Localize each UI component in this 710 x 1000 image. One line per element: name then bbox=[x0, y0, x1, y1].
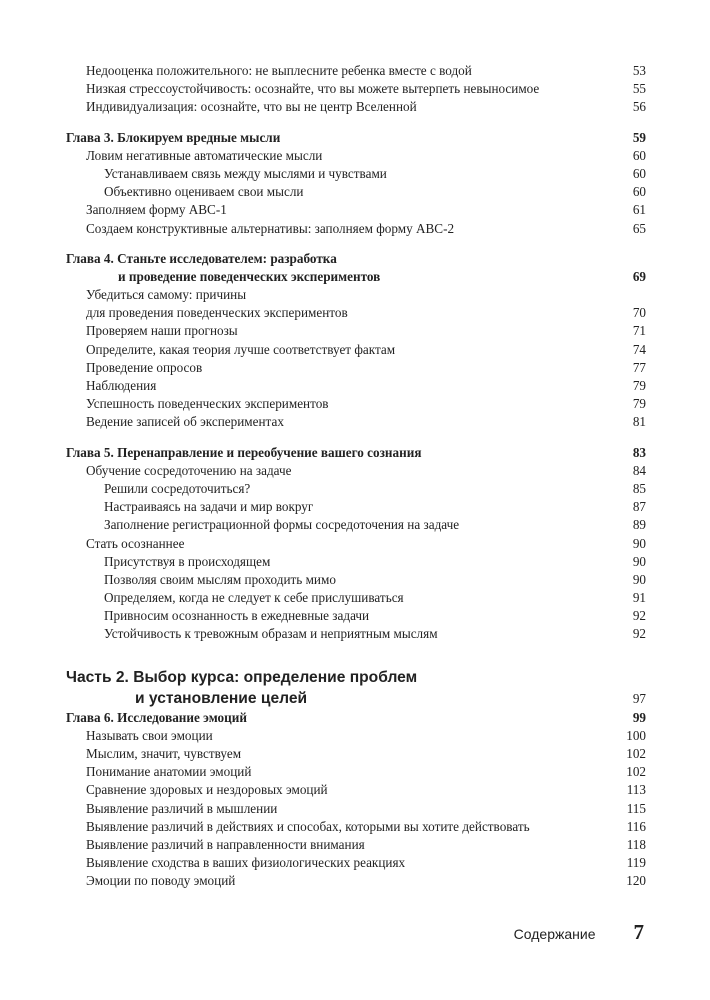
toc-entry[interactable] bbox=[66, 201, 646, 219]
toc-entry[interactable] bbox=[66, 322, 646, 340]
toc-chapter-5[interactable] bbox=[66, 444, 646, 462]
toc-entry-title: для проведения поведенческих экспериментов bbox=[86, 305, 348, 321]
toc-entry-title: Создаем конструктивные альтернативы: заполняем форму АВС-2 bbox=[86, 220, 455, 236]
toc-entry-page: 89 bbox=[632, 517, 646, 533]
toc-entry[interactable] bbox=[66, 727, 646, 745]
toc-entry-title: Наблюдения bbox=[86, 378, 157, 393]
toc-entry-title: Выявление различий в мышлении bbox=[86, 800, 278, 816]
spacer bbox=[66, 432, 646, 444]
toc-entry-page: 118 bbox=[626, 836, 646, 852]
toc-entry[interactable] bbox=[66, 359, 646, 377]
toc-entry-page: 92 bbox=[632, 626, 646, 642]
toc-chapter-title: Глава 4. Станьте исследователем: разработка bbox=[66, 250, 337, 266]
toc-entry-title: Эмоции по поводу эмоций bbox=[86, 873, 236, 889]
toc-subentry[interactable] bbox=[66, 553, 646, 571]
toc-entry-title: Успешность поведенческих экспериментов bbox=[86, 396, 329, 412]
toc-entry-page: 120 bbox=[626, 873, 646, 889]
toc-entry-page: 87 bbox=[632, 499, 646, 515]
toc-part-title: и установление целей bbox=[135, 689, 308, 707]
toc-entry-page: 77 bbox=[632, 359, 646, 375]
toc-entry-title: Ведение записей об экспериментах bbox=[86, 414, 284, 430]
toc-entry-title: Мыслим, значит, чувствуем bbox=[86, 746, 242, 761]
toc-entry-title: Называть свои эмоции bbox=[86, 727, 213, 743]
toc-entry-page: 65 bbox=[632, 220, 646, 236]
toc-entry-title: Стать осознаннее bbox=[86, 535, 185, 551]
toc-entry-title: Проведение опросов bbox=[86, 359, 203, 375]
toc-entry-title: Обучение сосредоточению на задаче bbox=[86, 462, 292, 478]
toc-entry-page: 60 bbox=[632, 184, 646, 200]
toc-entry[interactable] bbox=[66, 286, 646, 304]
toc-entry-page: 56 bbox=[632, 99, 646, 115]
toc-entry-page: 79 bbox=[632, 378, 646, 393]
toc-part-title: Часть 2. Выбор курса: определение проблем bbox=[66, 668, 418, 686]
spacer bbox=[66, 117, 646, 129]
toc-subentry[interactable] bbox=[66, 625, 646, 643]
toc-entry[interactable] bbox=[66, 98, 646, 116]
toc-entry-page: 84 bbox=[632, 462, 646, 478]
toc-entry[interactable] bbox=[66, 745, 646, 763]
toc-entry-title: Проверяем наши прогнозы bbox=[86, 323, 238, 339]
toc-entry-page: 83 bbox=[632, 444, 646, 460]
toc-entry-page: 71 bbox=[632, 323, 646, 339]
toc-subentry[interactable] bbox=[66, 165, 646, 183]
toc-entry-page: 91 bbox=[632, 590, 646, 606]
toc-entry-page: 115 bbox=[626, 800, 646, 816]
toc-entry-title: Присутствуя в происходящем bbox=[104, 553, 271, 569]
toc-entry-page: 59 bbox=[632, 129, 646, 145]
toc-entry-page: 97 bbox=[632, 690, 646, 706]
toc-entry-title: Решили сосредоточиться? bbox=[104, 480, 251, 496]
toc-entry-title: Объективно оцениваем свои мысли bbox=[104, 184, 304, 200]
toc-entry-page: 102 bbox=[626, 746, 646, 761]
table-of-contents bbox=[66, 62, 646, 891]
toc-chapter-title: Глава 3. Блокируем вредные мысли bbox=[66, 129, 281, 145]
toc-entry-page: 90 bbox=[632, 535, 646, 551]
toc-entry[interactable] bbox=[66, 147, 646, 165]
toc-entry-title: Устанавливаем связь между мыслями и чувствами bbox=[104, 165, 387, 181]
toc-entry[interactable] bbox=[66, 535, 646, 553]
toc-entry[interactable] bbox=[66, 395, 646, 413]
toc-entry-page: 99 bbox=[632, 709, 646, 725]
toc-entry-page: 92 bbox=[632, 608, 646, 624]
toc-entry-title: Недооценка положительного: не выплесните ребенка вместе с водой bbox=[86, 63, 472, 78]
toc-entry-page: 90 bbox=[632, 553, 646, 569]
toc-entry[interactable] bbox=[66, 80, 646, 98]
toc-entry-page: 90 bbox=[632, 571, 646, 587]
toc-entry[interactable] bbox=[66, 836, 646, 854]
toc-entry-page: 53 bbox=[632, 63, 646, 78]
spacer bbox=[66, 644, 646, 667]
toc-entry-page: 69 bbox=[632, 268, 646, 284]
toc-chapter-title: Глава 6. Исследование эмоций bbox=[66, 709, 247, 725]
toc-entry-page: 116 bbox=[626, 818, 646, 834]
toc-entry-title: Низкая стрессоустойчивость: осознайте, что вы можете вытерпеть невыносимое bbox=[86, 81, 540, 97]
toc-entry[interactable] bbox=[66, 781, 646, 799]
toc-entry-page: 55 bbox=[632, 81, 646, 97]
toc-entry[interactable] bbox=[66, 220, 646, 238]
toc-entry-page: 119 bbox=[626, 855, 646, 871]
toc-entry-page: 100 bbox=[626, 727, 646, 743]
toc-entry-page: 85 bbox=[632, 480, 646, 496]
toc-entry-title: Выявление сходства в ваших физиологических реакциях bbox=[86, 855, 406, 871]
toc-subentry[interactable] bbox=[66, 607, 646, 625]
toc-entry-page: 61 bbox=[632, 202, 646, 218]
toc-entry-title: Заполняем форму АВС-1 bbox=[86, 202, 227, 218]
toc-entry-title: Сравнение здоровых и нездоровых эмоций bbox=[86, 782, 328, 798]
toc-entry-title: Убедиться самому: причины bbox=[86, 287, 247, 303]
toc-entry[interactable] bbox=[66, 462, 646, 480]
toc-chapter-title: Глава 5. Перенаправление и переобучение вашего сознания bbox=[66, 444, 422, 460]
toc-entry-page: 60 bbox=[632, 165, 646, 181]
toc-entry-title: Выявление различий в направленности внимания bbox=[86, 836, 365, 852]
toc-entry[interactable] bbox=[66, 304, 646, 322]
page-number: 7 bbox=[633, 920, 644, 944]
spacer bbox=[66, 238, 646, 250]
toc-part-2[interactable] bbox=[66, 667, 646, 688]
toc-entry-title: Заполнение регистрационной формы сосредоточения на задаче bbox=[104, 517, 460, 533]
toc-chapter-6[interactable] bbox=[66, 709, 646, 727]
toc-entry[interactable] bbox=[66, 62, 646, 80]
toc-entry-title: Определите, какая теория лучше соответствует фактам bbox=[86, 341, 396, 357]
toc-entry[interactable] bbox=[66, 763, 646, 781]
toc-entry-title: Понимание анатомии эмоций bbox=[86, 764, 252, 780]
toc-subentry[interactable] bbox=[66, 498, 646, 516]
toc-subentry[interactable] bbox=[66, 183, 646, 201]
toc-entry-title: Индивидуализация: осознайте, что вы не центр Вселенной bbox=[86, 99, 417, 115]
toc-entry-page: 102 bbox=[626, 764, 646, 780]
toc-entry-page: 74 bbox=[632, 341, 646, 357]
toc-entry-page: 81 bbox=[632, 414, 646, 430]
toc-entry-title: Привносим осознанность в ежедневные задачи bbox=[104, 608, 370, 624]
toc-subentry[interactable] bbox=[66, 571, 646, 589]
toc-entry[interactable] bbox=[66, 800, 646, 818]
toc-entry[interactable] bbox=[66, 341, 646, 359]
toc-subentry[interactable] bbox=[66, 516, 646, 534]
toc-entry[interactable] bbox=[66, 413, 646, 431]
toc-entry-title: Определяем, когда не следует к себе прислушиваться bbox=[104, 590, 404, 606]
toc-entry-title: Позволяя своим мыслям проходить мимо bbox=[104, 571, 336, 587]
toc-entry-page: 113 bbox=[626, 782, 646, 798]
toc-entry-page: 79 bbox=[632, 396, 646, 412]
page-footer bbox=[514, 920, 644, 945]
toc-chapter-3[interactable] bbox=[66, 129, 646, 147]
toc-chapter-4-continued[interactable] bbox=[66, 268, 646, 286]
toc-subentry[interactable] bbox=[66, 480, 646, 498]
toc-entry-page: 70 bbox=[632, 305, 646, 321]
toc-entry[interactable] bbox=[66, 377, 646, 395]
toc-subentry[interactable] bbox=[66, 589, 646, 607]
toc-chapter-title: и проведение поведенческих экспериментов bbox=[118, 268, 381, 284]
toc-part-2-continued[interactable] bbox=[66, 688, 646, 709]
toc-entry-title: Настраиваясь на задачи и мир вокруг bbox=[104, 499, 314, 515]
toc-entry[interactable] bbox=[66, 818, 646, 836]
toc-entry-page: 60 bbox=[632, 147, 646, 163]
toc-entry-title: Ловим негативные автоматические мысли bbox=[86, 147, 323, 163]
toc-entry[interactable] bbox=[66, 854, 646, 872]
toc-entry[interactable] bbox=[66, 872, 646, 890]
running-footer-section: Содержание bbox=[513, 926, 596, 942]
toc-entry-title: Устойчивость к тревожным образам и неприятным мыслям bbox=[104, 626, 438, 642]
toc-entry-title: Выявление различий в действиях и способах, которыми вы хотите действовать bbox=[86, 818, 530, 834]
toc-chapter-4[interactable] bbox=[66, 250, 646, 268]
